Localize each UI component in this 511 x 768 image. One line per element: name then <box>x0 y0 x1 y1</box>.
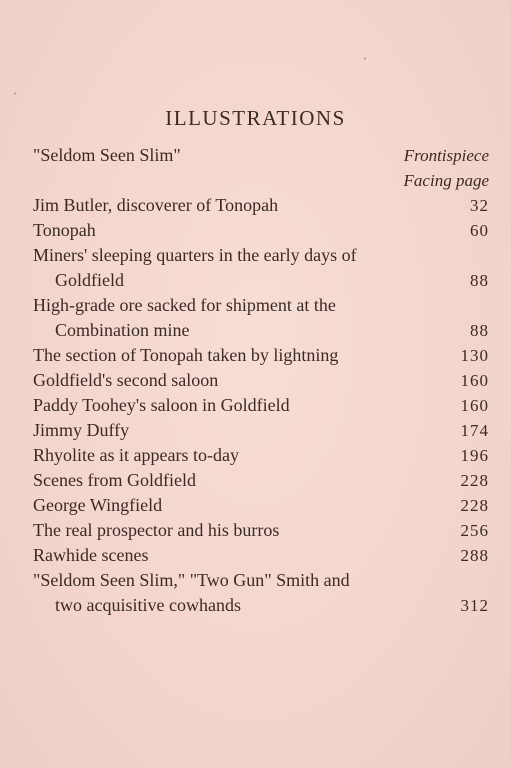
page-number: 160 <box>460 396 489 415</box>
page-number: 174 <box>460 421 489 440</box>
entry-title: Scenes from Goldfield <box>33 470 196 490</box>
list-item <box>33 418 489 443</box>
page-number: 130 <box>460 346 489 365</box>
page-heading: ILLUSTRATIONS <box>165 106 346 130</box>
illustrations-list <box>33 143 489 618</box>
page-number: 256 <box>460 521 489 540</box>
entry-title: High-grade ore sacked for shipment at the <box>33 295 336 315</box>
list-item <box>33 293 489 343</box>
list-item <box>33 368 489 393</box>
entry-title: Rhyolite as it appears to-day <box>33 445 239 465</box>
page-number: 160 <box>460 371 489 390</box>
frontispiece-note <box>404 143 489 193</box>
entry-title: Miners' sleeping quarters in the early days of <box>33 245 357 265</box>
page-number: 88 <box>470 321 489 340</box>
page-number: 32 <box>470 196 489 215</box>
frontispiece-entry <box>33 143 489 190</box>
entry-title: Goldfield's second saloon <box>33 370 219 390</box>
list-item <box>33 343 489 368</box>
list-item <box>33 568 489 618</box>
list-item <box>33 518 489 543</box>
entry-title: "Seldom Seen Slim," "Two Gun" Smith and <box>33 570 350 590</box>
page-number: 88 <box>470 271 489 290</box>
entry-title-continued: Combination mine <box>55 320 190 340</box>
entry-title-continued: Goldfield <box>55 270 124 290</box>
list-item <box>33 468 489 493</box>
entry-title: Rawhide scenes <box>33 545 149 565</box>
entry-title: Tonopah <box>33 220 96 240</box>
frontispiece-label: Frontispiece <box>403 146 489 165</box>
list-item <box>33 243 489 293</box>
entry-title: Jim Butler, discoverer of Tonopah <box>33 195 279 215</box>
page-number: 288 <box>460 546 489 565</box>
list-item <box>33 193 489 218</box>
page-number: 228 <box>460 496 489 515</box>
list-item <box>33 393 489 418</box>
facing-page-label: Facing page <box>403 171 489 190</box>
paper-speck <box>364 57 366 60</box>
page-number: 228 <box>460 471 489 490</box>
entry-title: George Wingfield <box>33 495 163 515</box>
entry-title: Jimmy Duffy <box>33 420 130 440</box>
page-number: 312 <box>460 596 489 615</box>
list-item <box>33 493 489 518</box>
page-number: 196 <box>460 446 489 465</box>
entry-title: The real prospector and his burros <box>33 520 280 540</box>
paper-speck <box>14 92 16 95</box>
list-item <box>33 218 489 243</box>
entry-title-continued: two acquisitive cowhands <box>55 595 241 615</box>
entry-title: The section of Tonopah taken by lightning <box>33 345 339 365</box>
list-item <box>33 443 489 468</box>
entry-title: Paddy Toohey's saloon in Goldfield <box>33 395 290 415</box>
entry-title: "Seldom Seen Slim" <box>33 145 181 165</box>
page-number: 60 <box>470 221 489 240</box>
list-item <box>33 543 489 568</box>
